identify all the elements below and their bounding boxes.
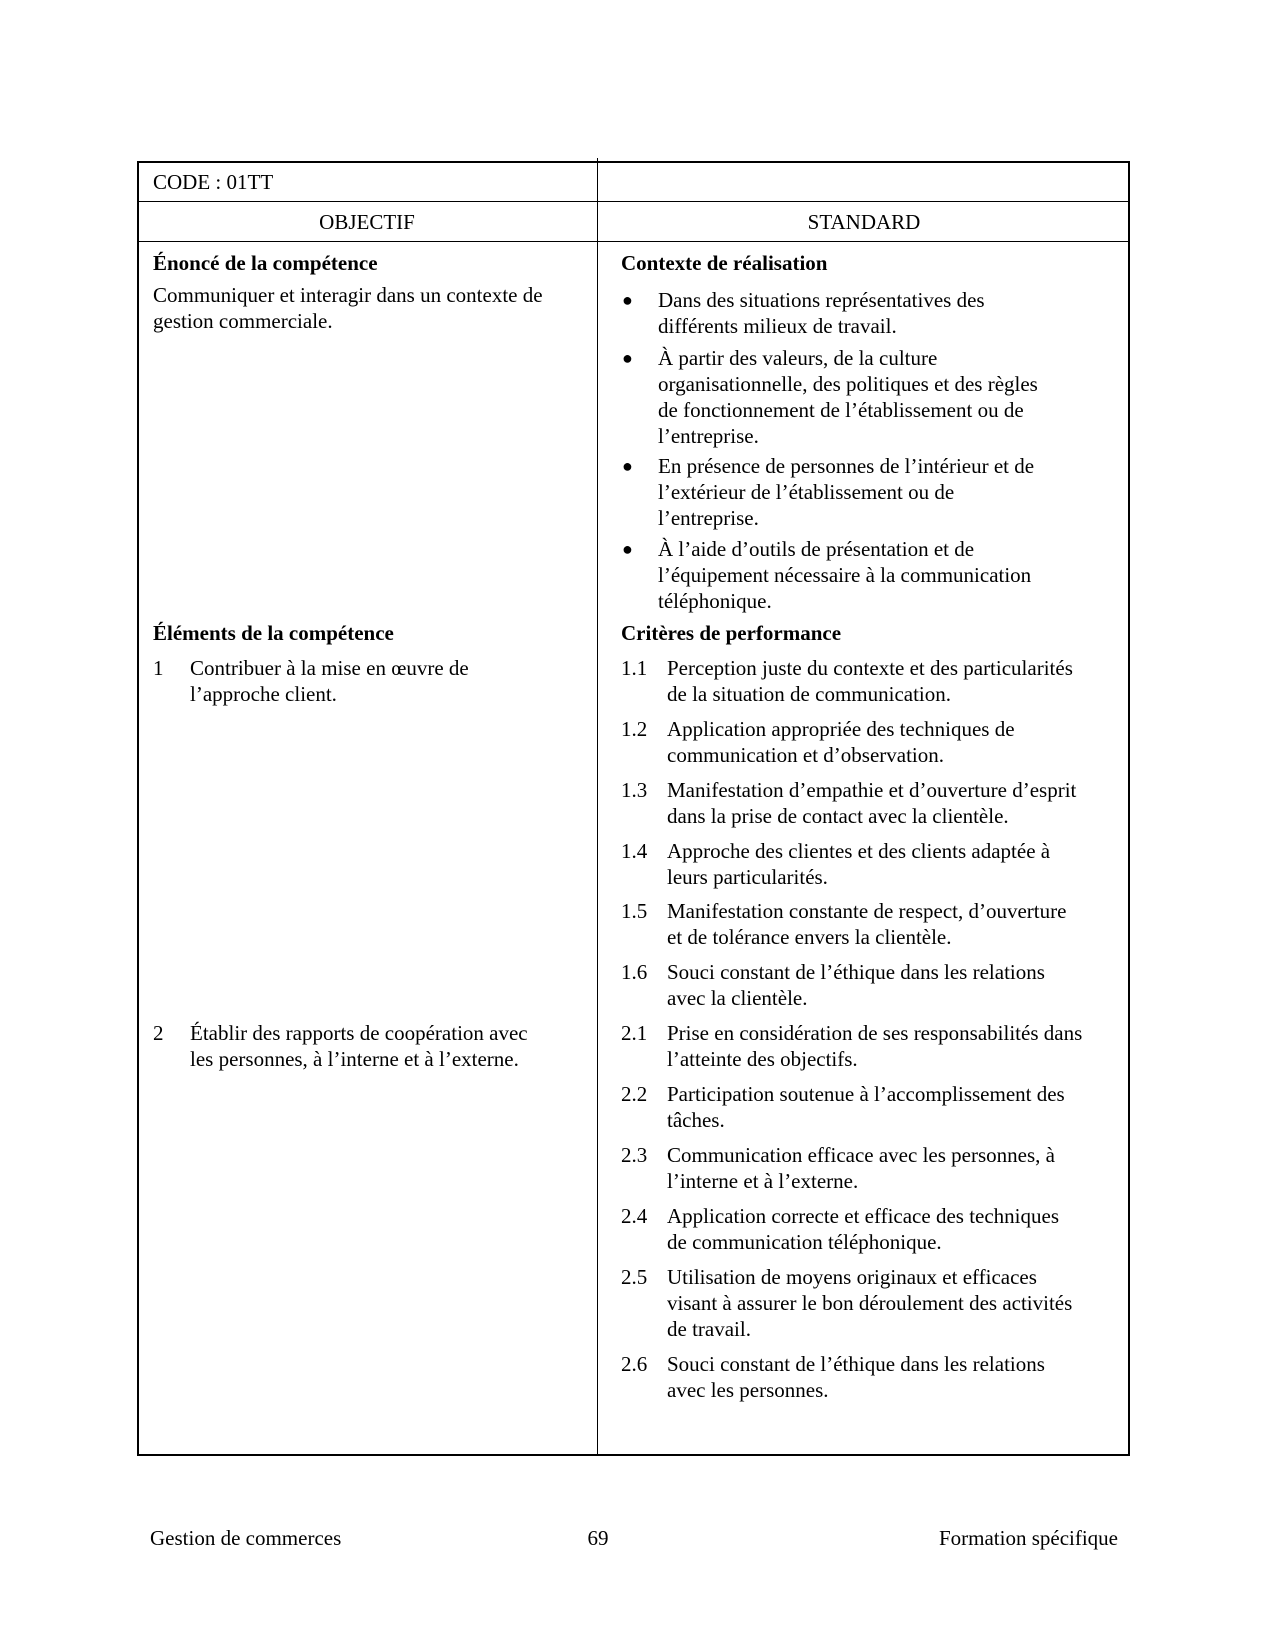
critere-text: Perception juste du contexte et des particularités de la situation de communication. (667, 656, 1073, 706)
critere-number: 2.5 (621, 1265, 648, 1289)
critere-text: Prise en considération de ses responsabilités dans l’atteinte des objectifs. (667, 1021, 1083, 1071)
header-standard: STANDARD (807, 210, 921, 234)
critere-number: 2.1 (621, 1021, 648, 1045)
contexte-bullet: Dans des situations représentatives des différents milieux de travail. (658, 288, 985, 338)
element-text: Établir des rapports de coopération avec les personnes, à l’interne et à l’externe. (190, 1021, 528, 1071)
critere-text: Manifestation d’empathie et d’ouverture d’esprit dans la prise de contact avec la clientèle. (667, 778, 1077, 828)
bullet-icon: ● (622, 290, 633, 310)
critere-text: Communication efficace avec les personnes, à l’interne et à l’externe. (667, 1143, 1055, 1193)
contexte-heading: Contexte de réalisation (621, 251, 828, 275)
column-divider (597, 158, 598, 1456)
row-divider (137, 241, 1130, 242)
critere-number: 1.1 (621, 656, 648, 680)
critere-text: Application correcte et efficace des techniques de communication téléphonique. (667, 1204, 1059, 1254)
bullet-icon: ● (622, 539, 633, 559)
footer-right: Formation spécifique (938, 1526, 1118, 1550)
bullet-icon: ● (622, 456, 633, 476)
element-number: 1 (153, 656, 164, 680)
critere-number: 1.2 (621, 717, 648, 741)
critere-number: 1.5 (621, 899, 648, 923)
page-number: 69 (587, 1526, 609, 1550)
element-text: Contribuer à la mise en œuvre de l’approche client. (190, 656, 469, 706)
critere-number: 2.3 (621, 1143, 648, 1167)
critere-number: 1.3 (621, 778, 648, 802)
enonce-heading: Énoncé de la compétence (153, 251, 378, 275)
contexte-bullet: À l’aide d’outils de présentation et de l’équipement nécessaire à la communication téléphonique. (658, 537, 1032, 613)
critere-number: 2.4 (621, 1204, 648, 1228)
critere-text: Application appropriée des techniques de communication et d’observation. (667, 717, 1015, 767)
element-number: 2 (153, 1021, 164, 1045)
critere-number: 1.6 (621, 960, 648, 984)
critere-number: 1.4 (621, 839, 648, 863)
critere-text: Approche des clientes et des clients adaptée à leurs particularités. (667, 839, 1051, 889)
critere-text: Manifestation constante de respect, d’ouverture et de tolérance envers la clientèle. (667, 899, 1067, 949)
enonce-text: Communiquer et interagir dans un contexte de gestion commerciale. (153, 283, 543, 333)
critere-text: Utilisation de moyens originaux et efficaces visant à assurer le bon déroulement des activités de travail. (667, 1265, 1073, 1341)
contexte-bullet: En présence de personnes de l’intérieur et de l’extérieur de l’établissement ou de l’entreprise. (658, 454, 1035, 530)
code-label: CODE : 01TT (153, 170, 274, 194)
elements-heading: Éléments de la compétence (153, 621, 394, 645)
critere-number: 2.6 (621, 1352, 648, 1376)
criteres-heading: Critères de performance (621, 621, 842, 645)
critere-text: Souci constant de l’éthique dans les relations avec les personnes. (667, 1352, 1045, 1402)
critere-text: Souci constant de l’éthique dans les relations avec la clientèle. (667, 960, 1045, 1010)
contexte-bullet: À partir des valeurs, de la culture organisationnelle, des politiques et des règles de fonctionnement de l’établissement ou de l’entreprise. (658, 346, 1038, 448)
header-objectif: OBJECTIF (319, 210, 415, 234)
critere-text: Participation soutenue à l’accomplissement des tâches. (667, 1082, 1065, 1132)
row-divider (137, 201, 1130, 202)
bullet-icon: ● (622, 348, 633, 368)
footer-left: Gestion de commerces (150, 1526, 342, 1550)
critere-number: 2.2 (621, 1082, 648, 1106)
